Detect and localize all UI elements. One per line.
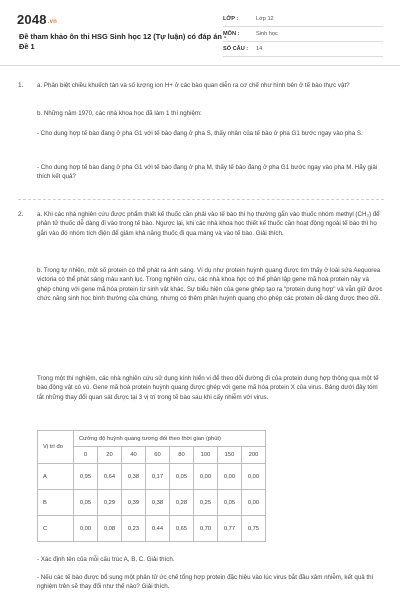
question-1-part-b: b. Những năm 1970, các nhà khoa học đã làm 1 thí nghiệm: [37,110,202,117]
value-cell: 0,00 [74,516,98,542]
time-cell: 0 [74,447,98,464]
value-cell: 0,00 [242,464,266,490]
table-row [38,490,266,516]
question-number: 2. [18,211,24,218]
question-2-task-1: - Xác định tên của mỗi cấu trúc A, B, C. Giải thích. [37,556,175,563]
table-group-header: Cường độ huỳnh quang tương đối theo thời gian (phút) [74,431,266,447]
time-cell: 20 [98,447,122,464]
meta-label: SỐ CÂU : [223,46,249,52]
row-label: C [38,516,74,542]
question-separator [18,199,384,200]
row-label: A [38,464,74,490]
value-cell: 0,75 [242,516,266,542]
document-title: Đề tham khảo ôn thi HSG Sinh học 12 (Tự luận) có đáp án - Đề 1 [19,32,227,51]
value-cell: 0,70 [194,516,218,542]
table-corner-cell: Vị trí đo [38,431,74,464]
value-cell: 0,08 [98,516,122,542]
question-2-experiment: Trong một thí nghiệm, các nhà nghiên cứu sử dụng kính hiển vi để theo dõi đường đi của protein dung hợp thông qua một tế bào động vật có vú. Gene mã hoá protein huỳnh quang được ghép với gene mã hóa protein X của virus. Bảng dưới đây tóm tắt những thay đổi quan sát được tại 3 vị trí trong tế bào sau khi cấy nhiễm với virus. [37,375,379,401]
value-cell: 0,38 [122,464,146,490]
time-cell: 80 [170,447,194,464]
value-cell: 0,25 [194,490,218,516]
question-number: 1. [18,82,24,89]
value-cell: 0,77 [218,516,242,542]
time-cell: 40 [122,447,146,464]
value-cell: 0,00 [218,464,242,490]
value-cell: 0,05 [74,490,98,516]
value-cell: 0,39 [122,490,146,516]
question-1-b-item-2: - Cho dung hợp tế bào đang ở pha G1 với tế bào đang ở pha M, thấy tế bào đang ở pha G1 bước ngay vào pha M. Hãy giải thích kết quả? [37,164,378,181]
value-cell: 0,29 [98,490,122,516]
value-cell: 0,23 [122,516,146,542]
value-cell: 0,95 [74,464,98,490]
time-cell: 100 [194,447,218,464]
question-2-part-a: a. Khi các nhà nghiên cứu được phẩm thiết kế thuốc cần phải vào tế bào thì họ thường gắn vào thuốc nhóm methyl (CH₃) để phân tử thuốc dễ dàng đi vào trong tế bào. Ngược lại, khi các nhà khoa học thiết kế thuốc cần hoạt động ngoài tế bào thì họ gắn vào đó nhóm tích điện để giảm khả năng thuốc đi qua màng và vào tế bào. Giải thích. [37,211,380,237]
value-cell: 0,00 [194,464,218,490]
logo-text: 2048 [17,12,47,27]
table-row [38,464,266,490]
meta-row-class [223,12,383,27]
time-cell: 200 [242,447,266,464]
question-2-part-b: b. Trong tự nhiên, một số protein có thể phát ra ánh sáng. Ví dụ như protein huỳnh quang được tìm thấy ở loài sứa Aequorea victoria có thể phát sáng màu xanh lục. Trong nghiên cứu, các nhà khoa học có thể phân lập gene mã hoá protein này và ghép chúng với gene mã hóa protein từ sinh vật khác. Sự biểu hiện của gene ghép tạo ra "protein dung hợp" và vẫn giữ được chức năng sinh học bình thường của chúng, nhưng có thêm phần huỳnh quang cho phép các protein dễ dàng được theo dõi. [37,267,383,303]
question-1-part-a: a. Phân biệt chiều khuếch tán và số lượng ion H+ ở các bào quan diễn ra cơ chế như hình bên ở tế bào thực vật? [37,82,350,89]
logo-suffix: .vn [47,19,58,25]
value-cell: 0,38 [146,490,170,516]
value-cell: 0,64 [98,464,122,490]
value-cell: 0,00 [242,490,266,516]
meta-row-subject [223,27,383,42]
meta-value: Lớp 12 [256,16,274,22]
document-header [0,0,400,66]
value-cell: 0,05 [218,490,242,516]
time-cell: 150 [218,447,242,464]
meta-value: 14 [256,46,263,52]
meta-label: MÔN : [223,31,240,37]
value-cell: 0,05 [170,464,194,490]
row-label: B [38,490,74,516]
time-cell: 60 [146,447,170,464]
value-cell: 0,28 [170,490,194,516]
question-2-task-2: - Nếu các tế bào được bổ sung một phân tử ức chế tổng hợp protein đặc hiệu vào lúc virus bắt đầu xâm nhiễm, kết quả thí nghiệm trên sẽ thay đổi như thế nào? Giải thích. [37,574,374,591]
table-header-row [38,431,266,447]
meta-value: Sinh học [256,31,278,37]
fluorescence-table [37,430,266,542]
meta-label: LỚP : [223,16,239,22]
question-1-b-item-1: - Cho dung hợp tế bào đang ở pha G1 với tế bào đang ở pha S, thấy nhân của tế bào ở pha G1 bước ngay vào pha S. [37,130,363,137]
site-logo[interactable] [17,12,57,27]
value-cell: 0,65 [170,516,194,542]
meta-row-count [223,42,383,57]
value-cell: 0,44 [146,516,170,542]
document-meta [223,12,383,57]
value-cell: 0,17 [146,464,170,490]
table-row [38,516,266,542]
